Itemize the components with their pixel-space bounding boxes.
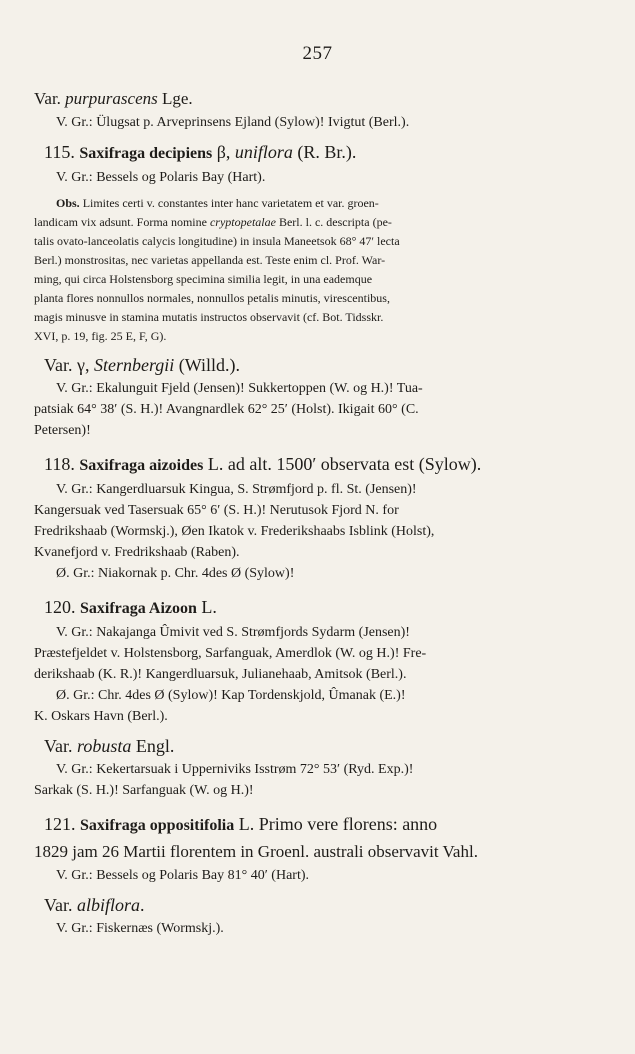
locality-west-greenland: V. Gr.: Nakajanga Ûmivit ved S. Strømfjords Sydarm (Jensen)!: [56, 625, 410, 640]
page-body: Var. purpurascens Lge. V. Gr.: Ülugsat p. Arveprinsens Ejland (Sylow)! Ivigtut (Berl.). 115. Saxifraga decipiens β, uniflora (R. Br.). V. Gr.: Bessels og Polaris Bay (Hart). Obs. Limites certi v. constantes inter hanc varietatem et var. groen- landicam vix adsunt. Forma nomine cryptopetalae Berl. l. c. descripta (pe- talis ovato-lanceolatis calycis longitudine) in insula Maneetsok 68° 47′ lecta Berl.) monstrositas, nec varietas appellanda est. Teste enim cl. Prof. War- ming, qui circa Holstensborg specimina similia legit, in una eademque planta flores nonnullos normales, nonnullos petalis minutis, virescentibus, magis minusve in stamina mutatis instructos observavit (cf. Bot. Tidsskr. XVI, p. 19, fig. 25 E, F, G). Var. γ, Sternbergii (Willd.). V. Gr.: Ekalunguit Fjeld (Jensen)! Sukkertoppen (W. og H.)! Tua- patsiak 64° 38′ (S. H.)! Avangnardlek 62° 25′ (Holst). Ikigait 60° (C. Petersen)! 118. Saxifraga aizoides L. ad alt. 1500′ observata est (Sylow). V. Gr.: Kangerdluarsuk Kingua, S. Strømfjord p. fl. St. (Jensen)! Kangersuak ved Tasersuak 65° 6′ (S. H.)! Nerutusok Fjord N. for Fredrikshaab (Wormskj.), Øen Ikatok v. Frederikshaabs Isblink (Holst), Kvanefjord v. Fredrikshaab (Raben). Ø. Gr.: Niakornak p. Chr. 4des Ø (Sylow)! 120. Saxifraga Aizoon L. V. Gr.: Nakajanga Ûmivit ved S. Strømfjords Sydarm (Jensen)! Præstefjeldet v. Holstensborg, Sarfanguak, Amerdlok (W. og H.)! Fre- derikshaab (K. R.)! Kangerdluarsuk, Julianehaab, Amitsok (Berl.). Ø. Gr.: Chr. 4des Ø (Sylow)! Kap Tordenskjold, Ûmanak (E.)! K. Oskars Havn (Berl.). Var. robusta Engl. V. Gr.: Kekertarsuak i Upperniviks Isstrøm 72° 53′ (Ryd. Exp.)! Sarkak (S. H.)! Sarfanguak (W. og H.)! 121. Saxifraga oppositifolia L. Primo vere florens: anno 1829 jam 26 Martii florentem in Groenl. australi observavit Vahl. V. Gr.: Bessels og Polaris Bay 81° 40′ (Hart). Var. albiflora. V. Gr.: Fiskernæs (Wormskj.).: [34, 86, 601, 939]
locality-west-greenland: V. Gr.: Ülugsat p. Arveprinsens Ejland (Sylow)! Ivigtut (Berl.).: [56, 115, 410, 130]
species-heading-120: 120. Saxifraga Aizoon L.: [44, 597, 217, 617]
observation-note: Obs. Limites certi v. constantes inter hanc varietatem et var. groen- landicam vix adsunt. Forma nomine cryptopetalae Berl. l. c. descripta (pe- talis ovato-lanceolatis calycis longitudine) in insula Maneetsok 68° 47′ lecta Berl.) monstrositas, nec varietas appellanda est. Teste enim cl. Prof. War- ming, qui circa Holstensborg specimina similia legit, in una eademque planta flores nonnullos normales, nonnullos petalis minutis, virescentibus, magis minusve in stamina mutatis instructos observavit (cf. Bot. Tidsskr. XVI, p. 19, fig. 25 E, F, G).: [34, 196, 400, 343]
variety-heading: Var. γ, Sternbergii (Willd.).: [44, 355, 241, 375]
variety-heading: Var. albiflora.: [44, 895, 145, 915]
locality-west-greenland: V. Gr.: Kekertarsuak i Upperniviks Isstrøm 72° 53′ (Ryd. Exp.)!: [56, 762, 414, 777]
species-heading-118: 118. Saxifraga aizoides L. ad alt. 1500′ observata est (Sylow).: [44, 454, 482, 474]
locality-east-greenland: Ø. Gr.: Niakornak p. Chr. 4des Ø (Sylow)!: [56, 566, 295, 581]
locality-west-greenland: V. Gr.: Bessels og Polaris Bay 81° 40′ (Hart).: [56, 868, 309, 883]
species-heading-115: 115. Saxifraga decipiens β, uniflora (R. Br.).: [44, 142, 357, 162]
variety-heading: Var. robusta Engl.: [44, 736, 175, 756]
locality-west-greenland: V. Gr.: Kangerdluarsuk Kingua, S. Strømfjord p. fl. St. (Jensen)!: [56, 482, 417, 497]
locality-west-greenland: V. Gr.: Fiskernæs (Wormskj.).: [56, 921, 224, 936]
variety-heading: Var. purpurascens Lge.: [34, 89, 193, 108]
species-heading-121: 121. Saxifraga oppositifolia L. Primo vere florens: anno: [44, 814, 438, 834]
locality-west-greenland: V. Gr.: Bessels og Polaris Bay (Hart).: [56, 170, 266, 185]
locality-west-greenland: V. Gr.: Ekalunguit Fjeld (Jensen)! Sukkertoppen (W. og H.)! Tua-: [56, 381, 423, 396]
locality-east-greenland: Ø. Gr.: Chr. 4des Ø (Sylow)! Kap Tordenskjold, Ûmanak (E.)!: [56, 688, 406, 703]
page-number: 257: [302, 43, 333, 64]
